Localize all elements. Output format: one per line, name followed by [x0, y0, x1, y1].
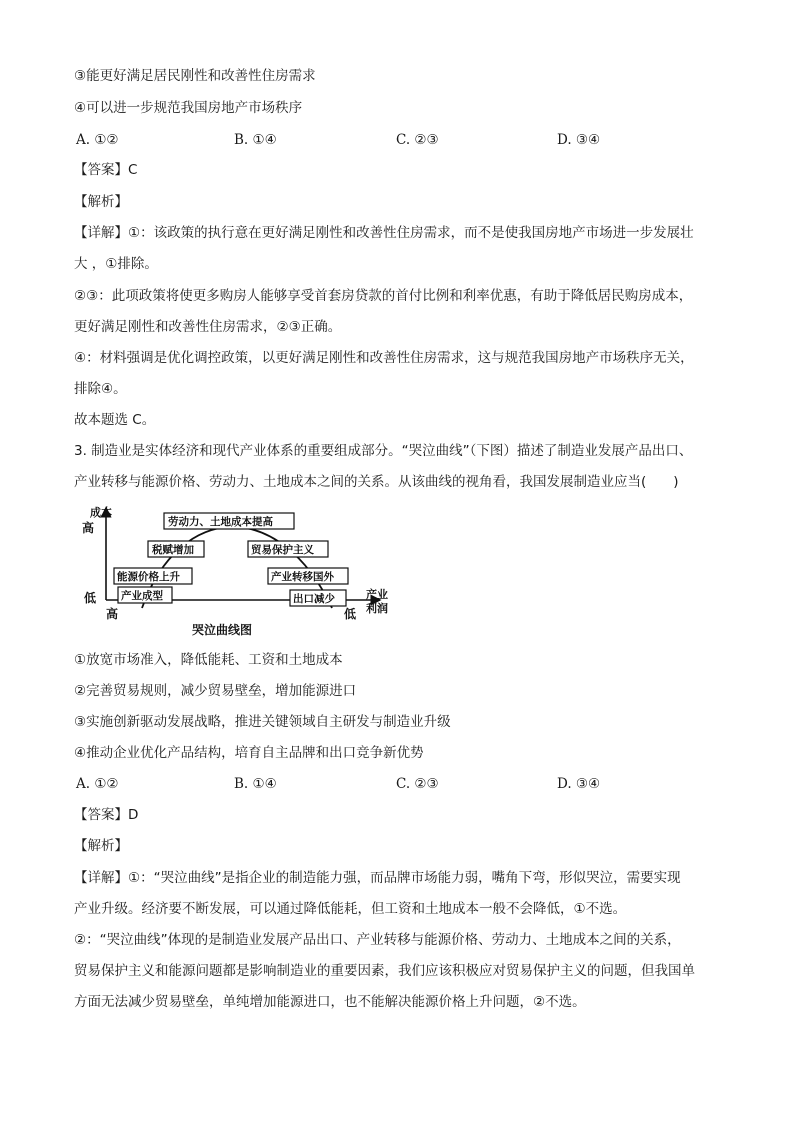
x-axis-label-line2: 利润	[366, 602, 388, 615]
box-export-decrease: 出口减少	[293, 593, 335, 605]
q3-detail-1: 【详解】①：“哭泣曲线”是指企业的制造能力强，而品牌市场能力弱，嘴角下弯，形似哭泣，需要实现	[74, 870, 681, 886]
q3-option-c: C. ②③	[396, 776, 439, 792]
box-energy-price-rise: 能源价格上升	[117, 571, 180, 583]
q2-statement-3: ③能更好满足居民刚性和改善性住房需求	[74, 68, 316, 84]
box-trade-protectionism: 贸易保护主义	[251, 544, 314, 556]
q2-conclusion: 故本题选 C。	[74, 412, 156, 428]
q2-option-c: C. ②③	[396, 132, 439, 148]
q3-statement-1: ①放宽市场准入，降低能耗、工资和土地成本	[74, 652, 343, 668]
box-tax-increase: 税赋增加	[152, 544, 194, 556]
y-axis-label: 成本	[90, 506, 112, 519]
q3-statement-2: ②完善贸易规则，减少贸易壁垒，增加能源进口	[74, 683, 357, 699]
q2-detail-3-cont: 排除④。	[74, 381, 127, 397]
y-high-label: 高	[82, 521, 95, 535]
y-low-label: 低	[84, 591, 97, 605]
q3-answer: 【答案】D	[74, 807, 139, 823]
q2-detail-2: ②③：此项政策将使更多购房人能够享受首套房贷款的首付比例和利率优惠，有助于降低居民购房成本，	[74, 288, 693, 304]
q3-statement-4: ④推动企业优化产品结构，培育自主品牌和出口竞争新优势	[74, 745, 424, 761]
q2-detail-1-cont: 大 ，①排除。	[74, 256, 158, 272]
q3-analysis-label: 【解析】	[74, 838, 128, 854]
q3-statement-3: ③实施创新驱动发展战略，推进关键领域自主研发与制造业升级	[74, 714, 451, 730]
box-labor-land-cost: 劳动力、土地成本提高	[168, 516, 273, 528]
box-industry-transfer: 产业转移国外	[271, 571, 334, 583]
crying-curve-figure	[80, 504, 400, 640]
x-axis-label-line1: 产业	[366, 588, 388, 601]
q3-option-b: B. ①④	[234, 776, 277, 792]
q2-option-b: B. ①④	[234, 132, 277, 148]
q3-option-d: D. ③④	[557, 776, 601, 792]
q2-analysis-label: 【解析】	[74, 194, 128, 210]
q3-detail-1-cont: 产业升级。经济要不断发展，可以通过降低能耗，但工资和土地成本一般不会降低，①不选。	[74, 901, 627, 917]
q2-detail-1: 【详解】①：该政策的执行意在更好满足刚性和改善性住房需求，而不是使我国房地产市场进一步发展壮	[74, 225, 694, 241]
box-industry-formed: 产业成型	[121, 590, 163, 602]
q3-option-a: A. ①②	[76, 776, 119, 792]
q3-stem: 3. 制造业是实体经济和现代产业体系的重要组成部分。“哭泣曲线”（下图）描述了制造业发展产品出口、	[74, 443, 693, 459]
figure-caption: 哭泣曲线图	[192, 623, 253, 637]
x-low-label: 低	[344, 607, 357, 621]
q3-detail-2-cont2: 方面无法减少贸易壁垒，单纯增加能源进口，也不能解决能源价格上升问题，②不选。	[74, 994, 586, 1010]
q2-detail-3: ④：材料强调是优化调控政策，以更好满足刚性和改善性住房需求，这与规范我国房地产市场秩序无关，	[74, 350, 694, 366]
q2-answer: 【答案】C	[74, 162, 138, 178]
q3-detail-2-cont: 贸易保护主义和能源问题都是影响制造业的重要因素，我们应该积极应对贸易保护主义的问题，但我国单	[74, 963, 695, 979]
q2-option-d: D. ③④	[557, 132, 601, 148]
q2-detail-2-cont: 更好满足刚性和改善性住房需求，②③正确。	[74, 319, 342, 335]
q3-stem-cont: 产业转移与能源价格、劳动力、土地成本之间的关系。从该曲线的视角看，我国发展制造业应当( )	[74, 474, 679, 490]
q2-option-a: A. ①②	[76, 132, 119, 148]
q2-statement-4: ④可以进一步规范我国房地产市场秩序	[74, 100, 303, 116]
x-high-label: 高	[106, 607, 119, 621]
q3-detail-2: ②：“哭泣曲线”体现的是制造业发展产品出口、产业转移与能源价格、劳动力、土地成本之间的关系，	[74, 932, 681, 948]
